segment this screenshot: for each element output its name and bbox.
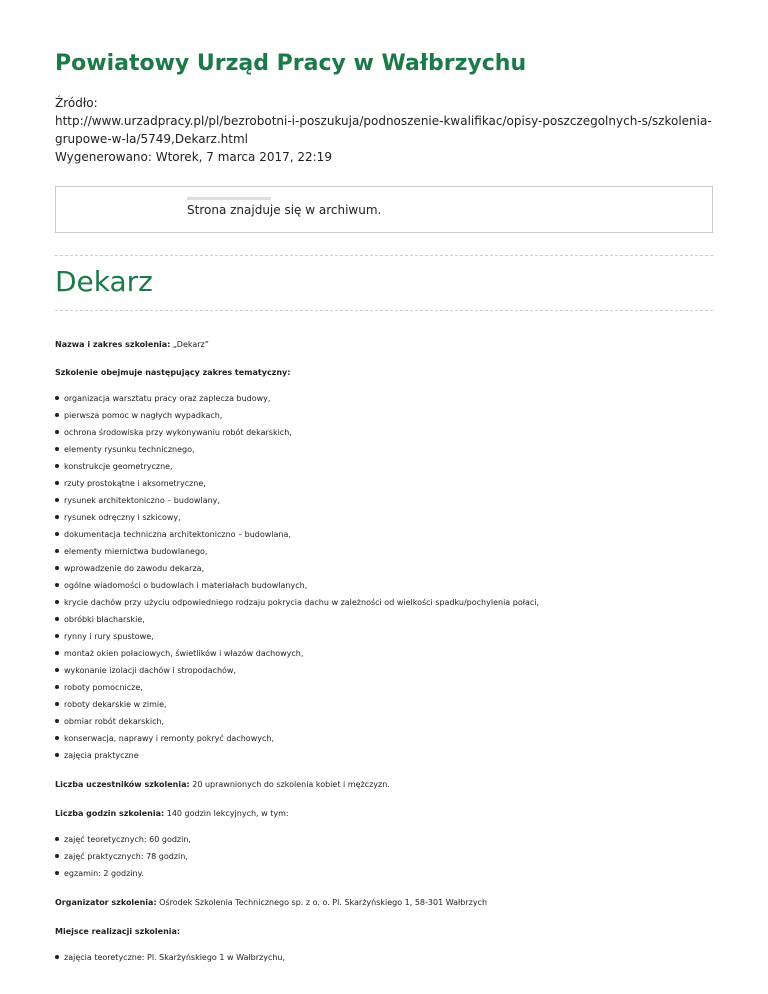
list-item: rysunek odręczny i szkicowy, — [55, 513, 713, 530]
list-item: zajęcia teoretyczne: Pl. Skarżyńskiego 1 w Wałbrzychu, — [55, 953, 713, 970]
list-item: zajęć teoretycznych: 60 godzin, — [55, 835, 713, 852]
hours-list — [55, 835, 713, 886]
list-item: obmiar robót dekarskich, — [55, 717, 713, 734]
list-item: pierwsza pomoc w nagłych wypadkach, — [55, 411, 713, 428]
divider-bottom — [55, 310, 713, 311]
page-title: Dekarz — [55, 265, 153, 298]
hours — [55, 809, 713, 819]
topics-list — [55, 394, 713, 768]
hours-label: Liczba godzin szkolenia: — [55, 809, 165, 818]
participants-value: 20 uprawnionych do szkolenia kobiet i mężczyzn. — [189, 780, 390, 789]
list-item: organizacja warsztatu pracy oraz zaplecza budowy, — [55, 394, 713, 411]
organizer-value: Ośrodek Szkolenia Technicznego sp. z o. o. Pl. Skarżyńskiego 1, 58-301 Wałbrzych — [156, 898, 488, 907]
organizer — [55, 898, 713, 908]
scope-heading — [55, 368, 713, 378]
location-heading — [55, 927, 713, 937]
archive-notice — [55, 186, 713, 233]
location-list — [55, 953, 713, 970]
list-item: elementy rysunku technicznego, — [55, 445, 713, 462]
list-item: dokumentacja techniczna architektoniczno – budowlana, — [55, 530, 713, 547]
list-item: zajęcia praktyczne — [55, 751, 713, 768]
source-url[interactable]: http://www.urzadpracy.pl/pl/bezrobotni-i-poszukuja/podnoszenie-kwalifikac/opisy-poszczegolnych-s/szkolenia-grupowe-w-la/5749,Dekarz.html — [55, 114, 712, 146]
list-item: obróbki blacharskie, — [55, 615, 713, 632]
list-item: konserwacja, naprawy i remonty pokryć dachowych, — [55, 734, 713, 751]
list-item: elementy miernictwa budowlanego, — [55, 547, 713, 564]
list-item: egzamin: 2 godziny. — [55, 869, 713, 886]
participants-label: Liczba uczestników szkolenia: — [55, 780, 190, 789]
list-item: zajęć praktycznych: 78 godzin, — [55, 852, 713, 869]
source-label: Źródło: — [55, 96, 98, 110]
list-item: wykonanie izolacji dachów i stropodachów, — [55, 666, 713, 683]
list-item: krycie dachów przy użyciu odpowiedniego rodzaju pokrycia dachu w zależności od wielkości spadku/pochylenia połaci, — [55, 598, 713, 615]
list-item: rzuty prostokątne i aksometryczne, — [55, 479, 713, 496]
location-heading-text: Miejsce realizacji szkolenia: — [55, 927, 181, 936]
list-item: roboty pomocnicze, — [55, 683, 713, 700]
source-meta — [55, 94, 713, 166]
list-item: rynny i rury spustowe, — [55, 632, 713, 649]
list-item: wprowadzenie do zawodu dekarza, — [55, 564, 713, 581]
list-item: konstrukcje geometryczne, — [55, 462, 713, 479]
training-name-label: Nazwa i zakres szkolenia: — [55, 340, 171, 349]
list-item: rysunek architektoniczno – budowlany, — [55, 496, 713, 513]
article-content — [55, 340, 713, 970]
archive-notice-text: Strona znajduje się w archiwum. — [187, 203, 382, 217]
training-name — [55, 340, 713, 350]
list-item: ogólne wiadomości o budowlach i materiałach budowlanych, — [55, 581, 713, 598]
hours-value: 140 godzin lekcyjnych, w tym: — [164, 809, 289, 818]
scope-heading-text: Szkolenie obejmuje następujący zakres tematyczny: — [55, 368, 291, 377]
list-item: roboty dekarskie w zimie, — [55, 700, 713, 717]
generated-date: Wygenerowano: Wtorek, 7 marca 2017, 22:19 — [55, 150, 332, 164]
training-name-value: „Dekarz” — [170, 340, 209, 349]
archive-bar — [187, 197, 271, 200]
site-title[interactable]: Powiatowy Urząd Pracy w Wałbrzychu — [55, 51, 527, 76]
organizer-label: Organizator szkolenia: — [55, 898, 157, 907]
list-item: montaż okien połaciowych, świetlików i włazów dachowych, — [55, 649, 713, 666]
list-item: ochrona środowiska przy wykonywaniu robót dekarskich, — [55, 428, 713, 445]
participants — [55, 780, 713, 790]
